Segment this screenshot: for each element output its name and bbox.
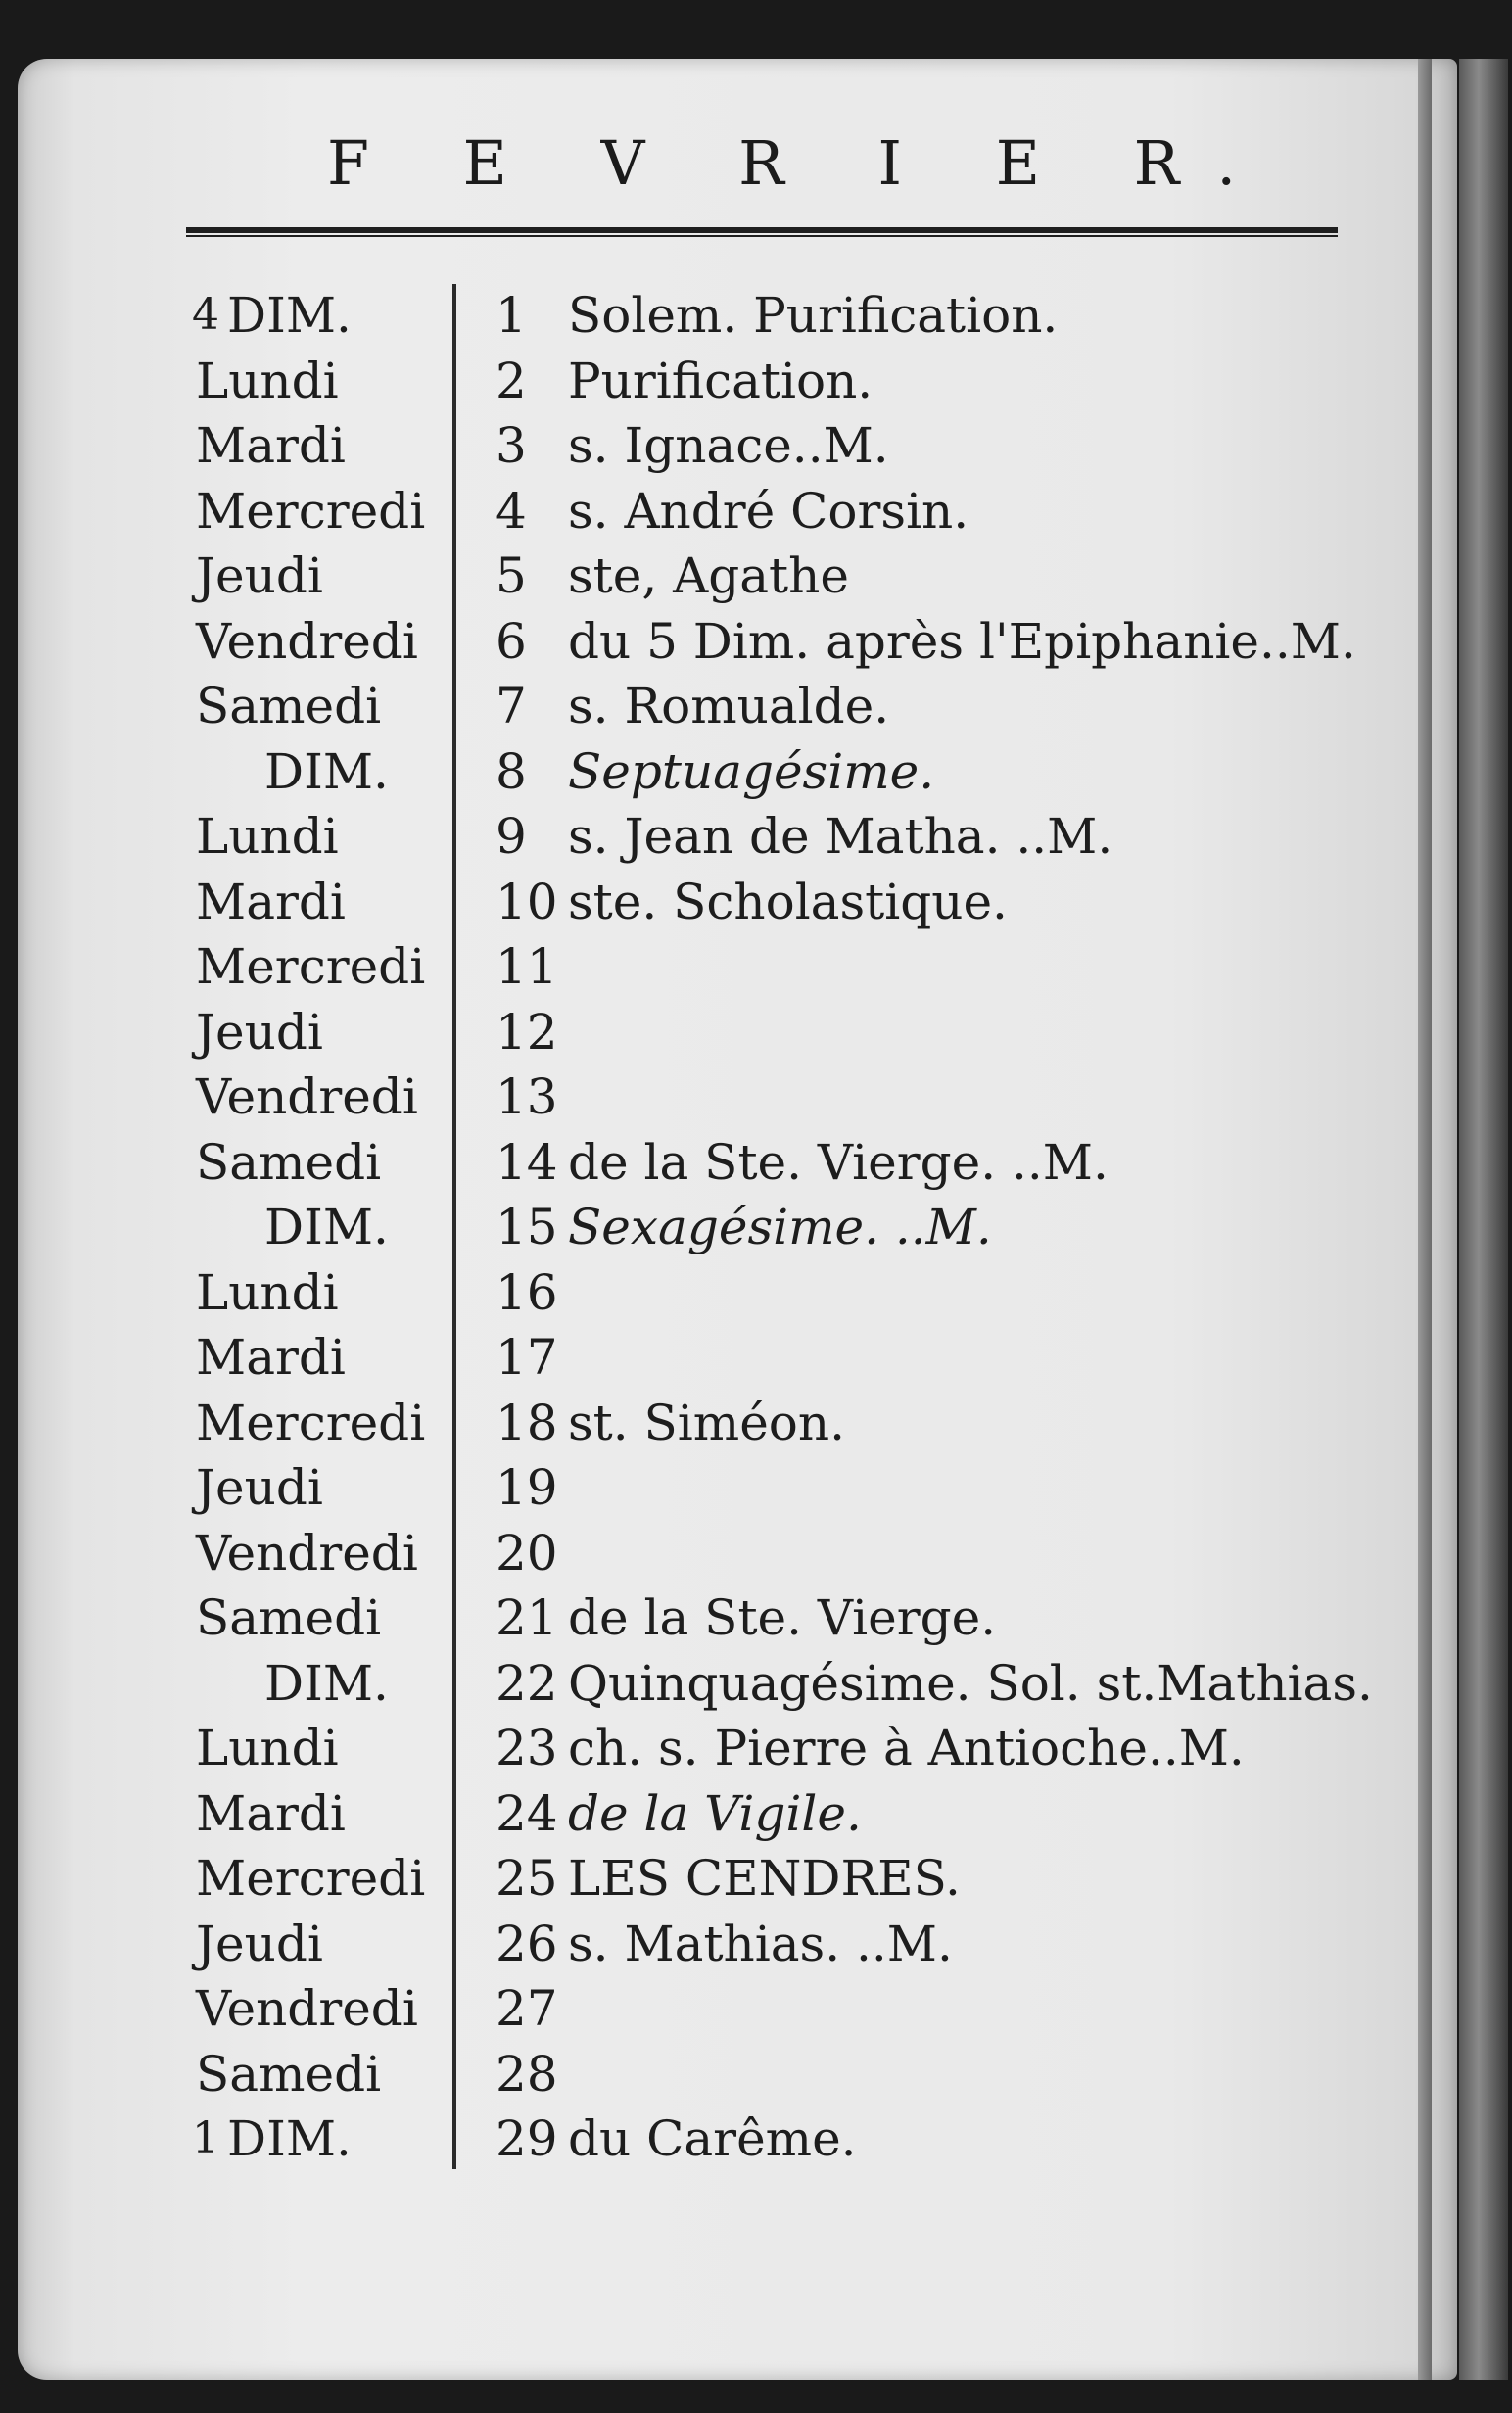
weekday-label: Samedi [196, 1589, 382, 1646]
title-rule [186, 227, 1338, 237]
calendar-row [0, 1263, 1512, 1322]
calendar-row [0, 482, 1512, 541]
weekday-label: Samedi [196, 1133, 382, 1191]
weekday-label: DIM. [264, 1199, 389, 1255]
weekday-label: Lundi [196, 808, 339, 865]
weekday-label: Mercredi [196, 938, 426, 995]
day-number: 14 [496, 1133, 558, 1191]
feast-text: s. Romualde. [568, 678, 890, 734]
feast-text: du 5 Dim. après l'Epiphanie..M. [568, 612, 1356, 670]
day-number: 5 [496, 547, 527, 604]
calendar-row [0, 807, 1512, 866]
calendar-row [0, 2045, 1512, 2104]
calendar-row [0, 1524, 1512, 1583]
day-number: 21 [496, 1589, 558, 1646]
weekday-label: Mardi [196, 1329, 346, 1386]
calendar-row [0, 1394, 1512, 1452]
calendar-row [0, 352, 1512, 410]
day-number: 4 [496, 482, 527, 540]
weekday-label: Jeudi [196, 1915, 323, 1972]
day-number: 2 [496, 352, 527, 409]
day-number: 18 [496, 1394, 558, 1451]
weekday-label: Samedi [196, 2045, 382, 2103]
calendar-row [0, 1458, 1512, 1517]
weekday-label: Vendredi [196, 612, 418, 670]
weekday-label: Vendredi [196, 1980, 418, 2037]
week-number: 4 [192, 290, 219, 340]
feast-text: de la Ste. Vierge. ..M. [568, 1133, 1109, 1191]
week-number: 1 [192, 2113, 219, 2163]
feast-text: s. André Corsin. [568, 482, 969, 540]
feast-text: Purification. [568, 352, 874, 409]
weekday-label: DIM. [264, 742, 389, 800]
day-number: 8 [496, 742, 527, 800]
calendar-row [0, 1133, 1512, 1192]
weekday-label: Mercredi [196, 1850, 426, 1907]
day-number: 9 [496, 808, 527, 865]
weekday-label: DIM. [227, 2110, 352, 2167]
page-title: F E V R I E R. [326, 127, 1274, 199]
day-number: 26 [496, 1915, 558, 1972]
day-number: 11 [496, 938, 558, 995]
day-number: 12 [496, 1003, 558, 1061]
calendar-row [0, 1915, 1512, 1973]
day-number: 15 [496, 1199, 558, 1255]
day-number: 1 [496, 287, 527, 344]
feast-text: ch. s. Pierre à Antioche..M. [568, 1720, 1245, 1776]
feast-text: ste, Agathe [568, 547, 849, 604]
calendar-row [0, 286, 1512, 345]
feast-text: du Carême. [568, 2110, 857, 2167]
feast-text: st. Siméon. [568, 1394, 845, 1451]
feast-text: de la Ste. Vierge. [568, 1589, 997, 1646]
calendar-row [0, 2109, 1512, 2168]
day-number: 27 [496, 1980, 558, 2037]
feast-text: LES CENDRES. [568, 1850, 961, 1907]
day-number: 29 [496, 2110, 558, 2167]
calendar-row [0, 1784, 1512, 1843]
weekday-label: Lundi [196, 1263, 339, 1321]
feast-text: ste. Scholastique. [568, 873, 1008, 930]
calendar-row [0, 1198, 1512, 1256]
weekday-label: Mercredi [196, 482, 426, 540]
day-number: 28 [496, 2045, 558, 2103]
calendar-row [0, 742, 1512, 801]
day-number: 3 [496, 417, 527, 474]
feast-text: de la Vigile. [568, 1784, 862, 1842]
feast-text: s. Mathias. ..M. [568, 1915, 953, 1972]
day-number: 22 [496, 1654, 558, 1712]
weekday-label: Lundi [196, 352, 339, 409]
day-number: 10 [496, 873, 558, 930]
feast-text: Septuagésime. [568, 742, 935, 800]
weekday-label: Jeudi [196, 547, 323, 604]
weekday-label: Mardi [196, 873, 346, 930]
weekday-label: DIM. [227, 287, 352, 344]
weekday-label: Vendredi [196, 1524, 418, 1582]
day-number: 24 [496, 1784, 558, 1842]
day-number: 17 [496, 1329, 558, 1386]
weekday-label: Mercredi [196, 1394, 426, 1451]
day-number: 16 [496, 1263, 558, 1321]
feast-text: Sexagésime. ..M. [568, 1199, 992, 1255]
calendar-row [0, 546, 1512, 605]
calendar-row [0, 1067, 1512, 1126]
calendar-row [0, 1588, 1512, 1647]
calendar-row [0, 416, 1512, 475]
feast-text: Quinquagésime. Sol. st.Mathias. [568, 1654, 1373, 1712]
weekday-label: DIM. [264, 1654, 389, 1712]
weekday-label: Jeudi [196, 1459, 323, 1516]
weekday-label: Mardi [196, 417, 346, 474]
weekday-label: Samedi [196, 678, 382, 734]
weekday-label: Mardi [196, 1784, 346, 1842]
calendar-row [0, 612, 1512, 671]
day-number: 6 [496, 612, 527, 670]
weekday-label: Vendredi [196, 1068, 418, 1125]
feast-text: Solem. Purification. [568, 287, 1059, 344]
day-number: 13 [496, 1068, 558, 1125]
day-number: 25 [496, 1850, 558, 1907]
day-number: 7 [496, 678, 527, 734]
calendar-row [0, 873, 1512, 931]
calendar-row [0, 1003, 1512, 1062]
weekday-label: Jeudi [196, 1003, 323, 1061]
day-number: 20 [496, 1524, 558, 1582]
calendar-row [0, 1654, 1512, 1713]
day-number: 19 [496, 1459, 558, 1516]
weekday-label: Lundi [196, 1720, 339, 1776]
calendar-row [0, 1719, 1512, 1777]
calendar-row [0, 937, 1512, 996]
feast-text: s. Ignace..M. [568, 417, 889, 474]
day-number: 23 [496, 1720, 558, 1776]
calendar-row [0, 1328, 1512, 1387]
calendar-row [0, 1979, 1512, 2038]
feast-text: s. Jean de Matha. ..M. [568, 808, 1113, 865]
calendar-row [0, 677, 1512, 735]
calendar-row [0, 1849, 1512, 1908]
